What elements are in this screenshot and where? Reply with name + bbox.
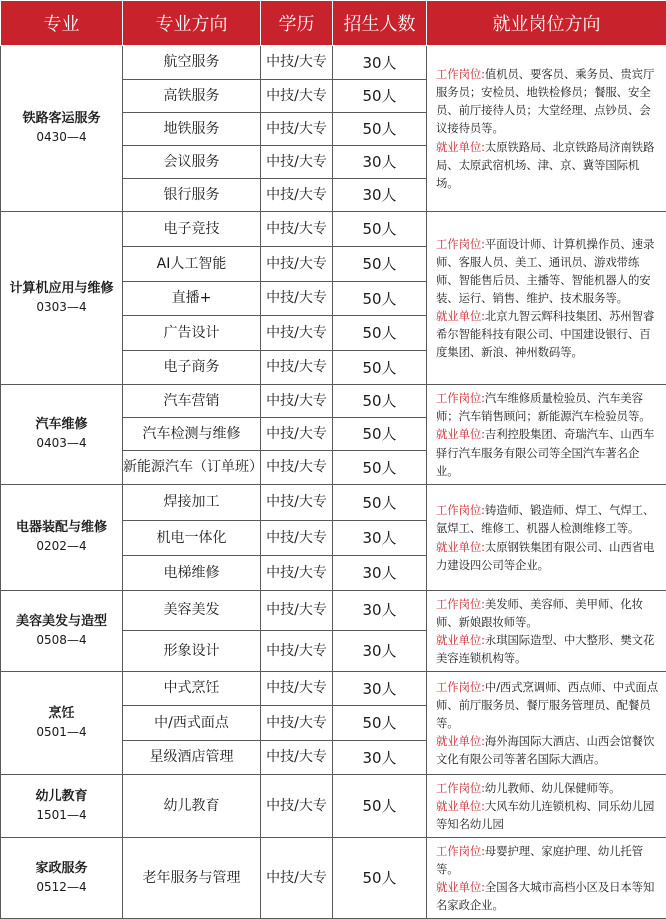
- employer-units: [436, 307, 660, 361]
- job-positions: [436, 389, 660, 425]
- enrollment-cell: 30人: [333, 741, 427, 775]
- career-cell: [427, 591, 666, 672]
- job-text: 铸造师、锻造师、焊工、气焊工、氩焊工、维修工、机器人检测维修工等。: [436, 503, 654, 535]
- major-cell: [1, 672, 123, 775]
- major-name: 计算机应用与维修: [1, 280, 122, 299]
- enrollment-cell: 50人: [333, 80, 427, 113]
- major-cell: [1, 212, 123, 385]
- table-row: [1, 385, 666, 418]
- major-name: 汽车维修: [1, 416, 122, 435]
- education-cell: 中技/大专: [261, 247, 333, 282]
- employer-label: 就业单位:: [436, 540, 485, 554]
- education-cell: 中技/大专: [261, 418, 333, 451]
- table-row: [1, 212, 666, 247]
- employer-label: 就业单位:: [436, 140, 485, 154]
- job-label: 工作岗位:: [436, 844, 485, 858]
- job-positions: [436, 842, 660, 878]
- enrollment-cell: 30人: [333, 556, 427, 591]
- direction-cell: 汽车营销: [123, 385, 261, 418]
- education-cell: 中技/大专: [261, 556, 333, 591]
- direction-cell: 汽车检测与维修: [123, 418, 261, 451]
- header-row: [1, 1, 666, 46]
- direction-cell: 老年服务与管理: [123, 838, 261, 919]
- enrollment-cell: 50人: [333, 113, 427, 146]
- employer-text: 大风车幼儿连锁机构、同乐幼儿园等知名幼儿园: [436, 799, 654, 831]
- education-cell: 中技/大专: [261, 282, 333, 316]
- employer-label: 就业单位:: [436, 309, 485, 323]
- major-name: 铁路客运服务: [1, 110, 122, 129]
- major-cell: [1, 838, 123, 919]
- job-label: 工作岗位:: [436, 503, 485, 517]
- education-cell: 中技/大专: [261, 146, 333, 179]
- employer-text: 吉利控股集团、奇瑞汽车、山西车驿行汽车服务有限公司等全国汽车著名企业。: [436, 427, 654, 477]
- direction-cell: 中式烹饪: [123, 672, 261, 706]
- employer-text: 太原铁路局、北京铁路局济南铁路局、太原武宿机场、津、京、冀等国际机场。: [436, 140, 654, 190]
- job-text: 汽车维修质量检验员、汽车美容师；汽车销售顾问；新能源汽车检验员等。: [436, 391, 651, 423]
- education-cell: 中技/大专: [261, 706, 333, 741]
- enrollment-cell: 50人: [333, 451, 427, 485]
- direction-cell: 银行服务: [123, 179, 261, 212]
- major-cell: [1, 775, 123, 838]
- education-cell: 中技/大专: [261, 46, 333, 80]
- job-label: 工作岗位:: [436, 680, 485, 694]
- enrollment-cell: 30人: [333, 46, 427, 80]
- header-career: 就业岗位方向: [427, 1, 666, 46]
- direction-cell: AI人工智能: [123, 247, 261, 282]
- employer-label: 就业单位:: [436, 880, 485, 894]
- table-row: [1, 775, 666, 838]
- job-text: 母婴护理、家庭护理、幼儿托管等。: [436, 844, 643, 876]
- employer-units: [436, 878, 660, 914]
- direction-cell: 会议服务: [123, 146, 261, 179]
- enrollment-cell: 50人: [333, 838, 427, 919]
- enrollment-cell: 30人: [333, 179, 427, 212]
- major-name: 家政服务: [1, 860, 122, 879]
- career-cell: [427, 775, 666, 838]
- employer-units: [436, 425, 660, 479]
- employer-text: 全国各大城市高档小区及日本等知名家政企业。: [436, 880, 654, 912]
- education-cell: 中技/大专: [261, 351, 333, 385]
- major-code: 0430—4: [1, 129, 122, 146]
- education-cell: 中技/大专: [261, 80, 333, 113]
- direction-cell: 电子竞技: [123, 212, 261, 247]
- education-cell: 中技/大专: [261, 838, 333, 919]
- education-cell: 中技/大专: [261, 630, 333, 671]
- career-cell: [427, 385, 666, 485]
- education-cell: 中技/大专: [261, 591, 333, 631]
- direction-cell: 航空服务: [123, 46, 261, 80]
- major-code: 0202—4: [1, 538, 122, 555]
- career-cell: [427, 838, 666, 919]
- education-cell: 中技/大专: [261, 485, 333, 521]
- direction-cell: 星级酒店管理: [123, 741, 261, 775]
- major-code: 0512—4: [1, 879, 122, 896]
- job-positions: [436, 595, 660, 631]
- table-body: [1, 46, 666, 919]
- education-cell: 中技/大专: [261, 316, 333, 351]
- enrollment-cell: 30人: [333, 146, 427, 179]
- employer-label: 就业单位:: [436, 633, 485, 647]
- table-row: [1, 672, 666, 706]
- header-enrollment: 招生人数: [333, 1, 427, 46]
- enrollment-cell: 50人: [333, 385, 427, 418]
- major-name: 电器装配与维修: [1, 519, 122, 538]
- education-cell: 中技/大专: [261, 521, 333, 556]
- employer-text: 北京九智云辉科技集团、苏州智睿希尔智能科技有限公司、中国建设银行、百度集团、新浪、神州数码等。: [436, 309, 654, 359]
- career-cell: [427, 672, 666, 775]
- job-positions: [436, 779, 660, 797]
- job-text: 美发师、美容师、美甲师、化妆师、新娘跟妆师等。: [436, 597, 643, 629]
- direction-cell: 电梯维修: [123, 556, 261, 591]
- education-cell: 中技/大专: [261, 385, 333, 418]
- enrollment-cell: 50人: [333, 212, 427, 247]
- employer-label: 就业单位:: [436, 427, 485, 441]
- career-cell: [427, 485, 666, 591]
- enrollment-cell: 50人: [333, 247, 427, 282]
- education-cell: 中技/大专: [261, 672, 333, 706]
- header-major: 专业: [1, 1, 123, 46]
- table-row: [1, 838, 666, 919]
- job-text: 中/西式烹调师、西点师、中式面点师、前厅服务员、餐厅服务管理员、配餐员等。: [436, 680, 658, 730]
- direction-cell: 形象设计: [123, 630, 261, 671]
- major-code: 1501—4: [1, 807, 122, 824]
- job-positions: [436, 501, 660, 537]
- table-row: [1, 46, 666, 80]
- direction-cell: 高铁服务: [123, 80, 261, 113]
- enrollment-cell: 50人: [333, 706, 427, 741]
- direction-cell: 幼儿教育: [123, 775, 261, 838]
- job-label: 工作岗位:: [436, 391, 485, 405]
- education-cell: 中技/大专: [261, 113, 333, 146]
- enrollment-cell: 30人: [333, 630, 427, 671]
- direction-cell: 广告设计: [123, 316, 261, 351]
- job-positions: [436, 65, 660, 137]
- header-education: 学历: [261, 1, 333, 46]
- direction-cell: 中/西式面点: [123, 706, 261, 741]
- direction-cell: 新能源汽车（订单班）: [123, 451, 261, 485]
- direction-cell: 机电一体化: [123, 521, 261, 556]
- table-header: [1, 1, 666, 46]
- employer-units: [436, 732, 660, 768]
- job-label: 工作岗位:: [436, 597, 485, 611]
- direction-cell: 电子商务: [123, 351, 261, 385]
- employer-units: [436, 797, 660, 833]
- major-cell: [1, 591, 123, 672]
- direction-cell: 直播+: [123, 282, 261, 316]
- job-label: 工作岗位:: [436, 237, 485, 251]
- major-name: 幼儿教育: [1, 788, 122, 807]
- major-cell: [1, 485, 123, 591]
- enrollment-cell: 50人: [333, 282, 427, 316]
- enrollment-cell: 50人: [333, 316, 427, 351]
- education-cell: 中技/大专: [261, 212, 333, 247]
- enrollment-cell: 50人: [333, 485, 427, 521]
- job-positions: [436, 678, 660, 732]
- employer-label: 就业单位:: [436, 734, 485, 748]
- job-text: 幼儿教师、幼儿保健师等。: [485, 781, 621, 795]
- major-code: 0403—4: [1, 435, 122, 452]
- education-cell: 中技/大专: [261, 451, 333, 485]
- job-text: 值机员、要客员、乘务员、贵宾厅服务员；安检员、地铁检修员；餐服、安全员、前厅接待人员；大堂经理、点钞员、会议接待员等。: [436, 67, 654, 135]
- job-label: 工作岗位:: [436, 67, 485, 81]
- employer-units: [436, 538, 660, 574]
- employer-units: [436, 631, 660, 667]
- table-row: [1, 485, 666, 521]
- major-cell: [1, 46, 123, 212]
- enrollment-cell: 30人: [333, 672, 427, 706]
- job-text: 平面设计师、计算机操作员、速录师、客服人员、美工、通讯员、游戏带练师、智能售后员、主播等、智能机器人的安装、运行、销售、维护、技术服务等。: [436, 237, 654, 305]
- employer-text: 永琪国际造型、中大整形、樊文花美容连锁机构等。: [436, 633, 654, 665]
- employer-text: 太原钢铁集团有限公司、山西省电力建设四公司等企业。: [436, 540, 654, 572]
- education-cell: 中技/大专: [261, 775, 333, 838]
- major-cell: [1, 385, 123, 485]
- enrollment-cell: 30人: [333, 521, 427, 556]
- job-positions: [436, 235, 660, 307]
- education-cell: 中技/大专: [261, 179, 333, 212]
- career-cell: [427, 212, 666, 385]
- employer-text: 海外海国际大酒店、山西会馆餐饮文化有限公司等著名国际大酒店。: [436, 734, 654, 766]
- major-code: 0501—4: [1, 724, 122, 741]
- enrollment-cell: 50人: [333, 351, 427, 385]
- job-label: 工作岗位:: [436, 781, 485, 795]
- enrollment-cell: 50人: [333, 418, 427, 451]
- career-cell: [427, 46, 666, 212]
- major-name: 烹饪: [1, 705, 122, 724]
- major-name: 美容美发与造型: [1, 613, 122, 632]
- table-row: [1, 591, 666, 631]
- major-code: 0508—4: [1, 632, 122, 649]
- direction-cell: 地铁服务: [123, 113, 261, 146]
- enrollment-cell: 50人: [333, 775, 427, 838]
- employer-units: [436, 138, 660, 192]
- header-direction: 专业方向: [123, 1, 261, 46]
- education-cell: 中技/大专: [261, 741, 333, 775]
- enrollment-cell: 30人: [333, 591, 427, 631]
- major-code: 0303—4: [1, 299, 122, 316]
- employer-label: 就业单位:: [436, 799, 485, 813]
- direction-cell: 美容美发: [123, 591, 261, 631]
- direction-cell: 焊接加工: [123, 485, 261, 521]
